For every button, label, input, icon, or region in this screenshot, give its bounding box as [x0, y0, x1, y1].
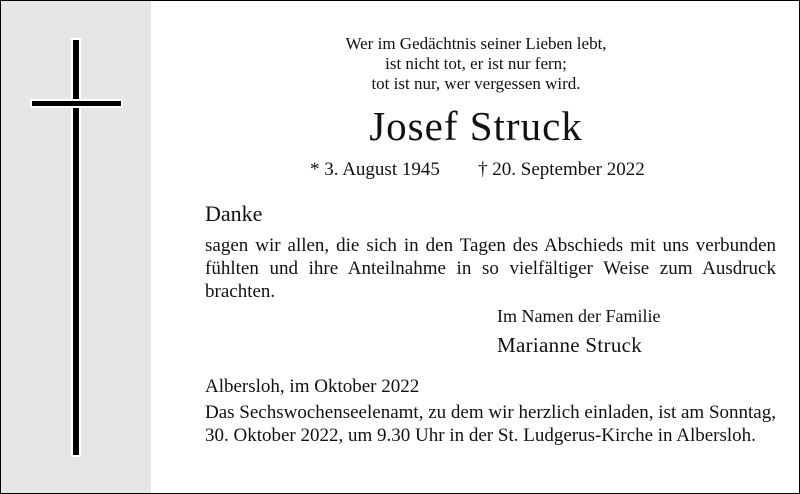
memorial-quote — [201, 34, 751, 94]
quote-line-1: Wer im Gedächtnis seiner Lieben lebt, — [345, 34, 607, 53]
quote-line-2: ist nicht tot, er ist nur fern; — [385, 54, 567, 73]
cross-icon-bar — [30, 99, 123, 108]
place-date: Albersloh, im Oktober 2022 — [205, 376, 420, 397]
cross-panel — [1, 1, 151, 493]
thanks-heading: Danke — [205, 201, 263, 226]
signature-intro: Im Namen der Familie — [497, 306, 661, 326]
birth-date: * 3. August 1945 — [310, 159, 440, 180]
thanks-text: sagen wir allen, die sich in den Tagen des Abschieds mit uns verbunden fühlten und ihre Anteilnahme in so vielfältiger Weise zum Ausdruck brachten. — [205, 235, 776, 302]
deceased-name: Josef Struck — [369, 103, 583, 149]
signature-name: Marianne Struck — [497, 333, 643, 357]
service-announcement: Das Sechswochenseelenamt, zu dem wir herzlich einladen, ist am Sonntag, 30. Oktober 2022, um 9.30 Uhr in der St. Ludgerus-Kirche in Albersloh. — [205, 402, 776, 446]
quote-line-3: tot ist nur, wer vergessen wird. — [371, 74, 581, 93]
death-date: † 20. September 2022 — [478, 159, 645, 180]
